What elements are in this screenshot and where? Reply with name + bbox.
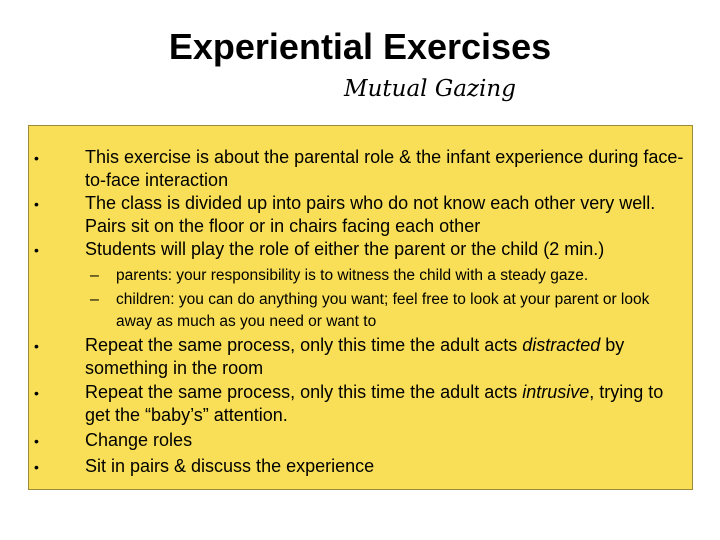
text-segment: Repeat the same process, only this time the adult acts	[85, 382, 523, 402]
bullet-text: The class is divided up into pairs who do not know each other very well. Pairs sit on the floor or in chairs facing each other	[85, 193, 656, 236]
bullet-text: This exercise is about the parental role & the infant experience during face-to-face interaction	[85, 147, 684, 190]
dash-marker: –	[90, 291, 99, 308]
bullet-marker: •	[34, 385, 39, 401]
bullet-text: Students will play the role of either the parent or the child (2 min.)	[85, 239, 605, 259]
bullet-text	[85, 381, 685, 426]
dash-marker: –	[90, 267, 99, 284]
bullet-marker: •	[34, 242, 39, 258]
bullet-text	[85, 334, 685, 379]
page-subtitle: Mutual Gazing	[344, 76, 516, 102]
content-box	[28, 125, 693, 490]
sub-bullet-text: parents: your responsibility is to witness the child with a steady gaze.	[116, 267, 589, 284]
bullet-text: Change roles	[85, 430, 193, 450]
sub-bullet-text: children: you can do anything you want; feel free to look at your parent or look away as much as you need or want to	[116, 291, 650, 330]
text-segment: by something in the room	[85, 335, 625, 378]
bullet-text: Sit in pairs & discuss the experience	[85, 456, 375, 476]
emphasis-text: intrusive	[522, 382, 590, 402]
text-segment: Repeat the same process, only this time the adult acts	[85, 335, 523, 355]
bullet-marker: •	[34, 433, 39, 449]
text-segment: , trying to get the “baby’s” attention.	[85, 382, 664, 425]
bullet-marker: •	[34, 196, 39, 212]
bullet-marker: •	[34, 459, 39, 475]
bullet-marker: •	[34, 150, 39, 166]
bullet-marker: •	[34, 338, 39, 354]
emphasis-text: distracted	[522, 335, 601, 355]
page-title: Experiential Exercises	[168, 26, 552, 67]
